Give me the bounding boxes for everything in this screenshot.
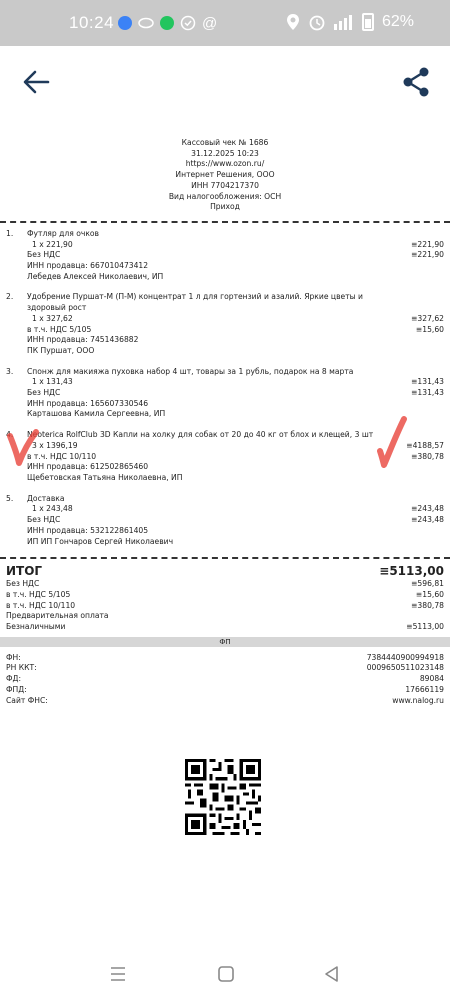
item-sum: ≡243,48 <box>411 504 444 514</box>
receipt-item <box>0 292 450 356</box>
item-name: Neoterica RolfClub 3D Капли на холку для собак от 20 до 40 кг от блох и клещей, 3 шт <box>27 430 374 440</box>
total-row-value: ≡15,60 <box>415 589 444 599</box>
recent-apps-icon[interactable] <box>106 962 130 986</box>
battery-icon <box>362 13 374 31</box>
item-seller: ИП ИП Гончаров Сергей Николаевич <box>27 536 174 546</box>
item-vat-label: в т.ч. НДС 10/110 <box>27 451 97 461</box>
item-qty-price: 1 x 243,48 <box>32 504 73 514</box>
fiscal-data <box>0 653 450 707</box>
fiscal-label: ФД: <box>6 674 22 684</box>
fp-section-bar: ФП <box>0 637 450 647</box>
receipt-datetime: 31.12.2025 10:23 <box>191 148 259 158</box>
divider <box>0 221 450 223</box>
red-checkmark-right <box>372 415 412 471</box>
total-row-label: в т.ч. НДС 10/110 <box>6 600 76 610</box>
receipt-header <box>0 130 450 213</box>
item-vat-value: ≡221,90 <box>411 250 444 260</box>
total-value: ≡5113,00 <box>379 564 444 579</box>
receipt-site: https://www.ozon.ru/ <box>185 159 265 169</box>
arrow-left-icon[interactable] <box>20 66 52 98</box>
notification-icons <box>118 14 217 32</box>
share-icon[interactable] <box>402 66 430 98</box>
item-seller: ПК Пуршат, ООО <box>27 345 95 355</box>
item-qty-price: 3 x 1396,19 <box>32 440 78 450</box>
receipt-tax-system: Вид налогообложения: ОСН <box>168 191 282 201</box>
system-nav-bar <box>0 950 450 1000</box>
location-icon <box>286 13 300 31</box>
item-vat-label: Без НДС <box>27 250 61 260</box>
item-qty-price: 1 x 221,90 <box>32 239 73 249</box>
item-number: 4. <box>6 430 14 440</box>
item-seller-inn: ИНН продавца: 165607330546 <box>27 398 149 408</box>
item-number: 3. <box>6 366 14 376</box>
fiscal-label: Сайт ФНС: <box>6 695 48 705</box>
total-row-value: ≡5113,00 <box>406 622 444 632</box>
at-sign-icon: @ <box>202 14 218 32</box>
total-row-value: ≡380,78 <box>411 600 444 610</box>
total-row-value: ≡596,81 <box>411 579 444 589</box>
item-number: 1. <box>6 228 14 238</box>
item-seller-inn: ИНН продавца: 667010473412 <box>27 261 149 271</box>
fiscal-value: 7384440900994918 <box>366 652 444 662</box>
qr-code <box>185 759 261 835</box>
fiscal-label: ФПД: <box>6 684 27 694</box>
fiscal-value: www.nalog.ru <box>392 695 444 705</box>
item-number: 5. <box>6 493 14 503</box>
receipt-item <box>0 229 450 283</box>
item-seller-inn: ИНН продавца: 7451436882 <box>27 335 139 345</box>
battery-percent: 62% <box>381 13 414 30</box>
receipt-item <box>0 367 450 421</box>
receipt-number: Кассовый чек № 1686 <box>181 138 269 147</box>
item-vat-value: ≡131,43 <box>411 388 444 398</box>
item-name: Удобрение Пуршат-М (П-М) концентрат 1 л для гортензий и азалий. Яркие цветы и здоровый рост <box>27 292 363 313</box>
cloud-icon <box>138 17 154 29</box>
red-checkmark-left <box>4 428 40 468</box>
item-vat-label: в т.ч. НДС 5/105 <box>27 324 92 334</box>
divider <box>0 557 450 559</box>
total-row-value <box>438 611 444 622</box>
status-bar <box>0 0 450 46</box>
receipt-inn: ИНН 7704217370 <box>191 180 259 190</box>
home-icon[interactable] <box>214 962 238 986</box>
receipt-total <box>0 563 450 633</box>
item-name: Спонж для макияжа пуховка набор 4 шт, товары за 1 рубль, подарок на 8 марта <box>27 366 354 376</box>
item-sum: ≡221,90 <box>411 239 444 249</box>
item-number: 2. <box>6 292 14 302</box>
item-qty-price: 1 x 131,43 <box>32 377 73 387</box>
fiscal-label: ФН: <box>6 652 21 662</box>
check-circle-icon <box>180 15 196 31</box>
item-vat-label: Без НДС <box>27 515 61 525</box>
receipt-company: Интернет Решения, ООО <box>175 170 275 180</box>
item-seller: Лебедев Алексей Николаевич, ИП <box>27 271 164 281</box>
total-row-label: Безналичными <box>6 622 66 632</box>
signal-icon <box>334 14 354 30</box>
item-seller: Щебетовская Татьяна Николаевна, ИП <box>27 472 183 482</box>
receipt-operation: Приход <box>210 202 240 212</box>
item-sum: ≡4188,57 <box>406 440 444 450</box>
app-bar <box>0 46 450 118</box>
fiscal-label: РН ККТ: <box>6 663 37 673</box>
fiscal-value: 17666119 <box>405 684 444 694</box>
total-row-label: Предварительная оплата <box>6 611 109 621</box>
app-blue-icon <box>118 16 132 30</box>
fiscal-value: 0009650511023148 <box>366 663 444 673</box>
item-seller: Карташова Камила Сергеевна, ИП <box>27 409 166 419</box>
item-name: Доставка <box>27 493 65 503</box>
item-vat-label: Без НДС <box>27 388 61 398</box>
item-name: Футляр для очков <box>27 228 100 238</box>
item-vat-value: ≡15,60 <box>415 324 444 334</box>
item-qty-price: 1 x 327,62 <box>32 313 73 323</box>
item-sum: ≡327,62 <box>411 313 444 323</box>
status-time: 10:24 <box>69 13 115 32</box>
item-vat-value: ≡380,78 <box>411 451 444 461</box>
back-triangle-icon[interactable] <box>320 962 344 986</box>
fiscal-value: 89084 <box>419 674 444 684</box>
total-row-label: в т.ч. НДС 5/105 <box>6 589 71 599</box>
messenger-green-icon <box>160 16 174 30</box>
item-sum: ≡131,43 <box>411 377 444 387</box>
item-seller-inn: ИНН продавца: 612502865460 <box>27 462 149 472</box>
alarm-icon <box>308 13 326 31</box>
total-row-label: Без НДС <box>6 579 40 589</box>
item-seller-inn: ИНН продавца: 532122861405 <box>27 525 149 535</box>
status-icons <box>286 13 414 31</box>
total-label: ИТОГ <box>6 564 43 579</box>
receipt-item <box>0 494 450 548</box>
item-vat-value: ≡243,48 <box>411 515 444 525</box>
